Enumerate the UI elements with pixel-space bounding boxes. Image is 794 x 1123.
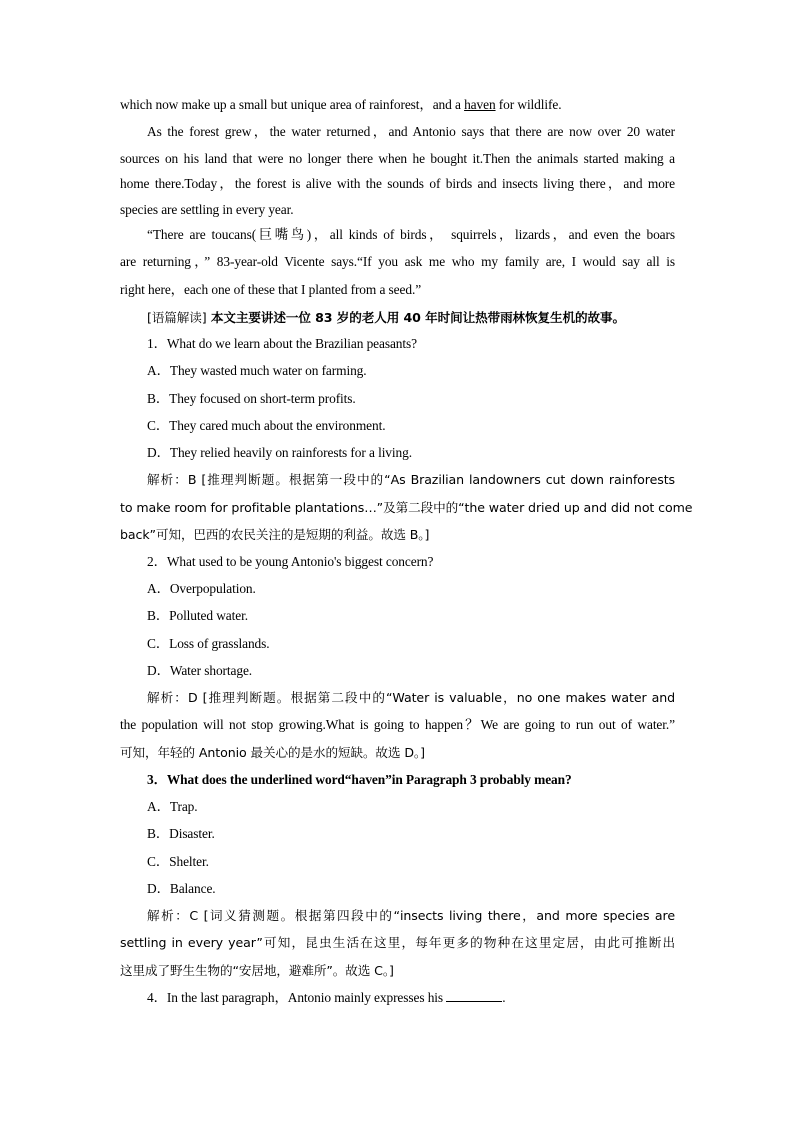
q3-option-a: A．Trap. xyxy=(147,799,198,814)
q2-explanation-2: the population will not stop growing.What is going to happen？We are going to run out of water.” xyxy=(120,717,675,732)
passage-line-5: species are settling in every year. xyxy=(120,202,294,217)
q3-option-d: D．Balance. xyxy=(147,881,216,896)
question-1-stem: 1．What do we learn about the Brazilian peasants? xyxy=(147,336,417,351)
passage-line-8: right here，each one of these that I planted from a seed.” xyxy=(120,282,422,297)
q1-option-a: A．They wasted much water on farming. xyxy=(147,363,367,378)
passage-line-4: home there.Today，the forest is alive with the sounds of birds and insects living there，and more xyxy=(120,176,675,191)
q3-explanation-2: settling in every year”可知，昆虫生活在这里，每年更多的物种在这里定居，由此可推断出 xyxy=(120,935,675,950)
q3-option-c: C．Shelter. xyxy=(147,854,209,869)
q2-option-a: A．Overpopulation. xyxy=(147,581,256,596)
q1-explanation-3: back”可知，巴西的农民关注的是短期的利益。故选 B。] xyxy=(120,527,430,542)
q3-explanation-3: 这里成了野生生物的“安居地，避难所”。故选 C。] xyxy=(120,963,394,978)
q1-option-b: B．They focused on short-term profits. xyxy=(147,391,356,406)
q2-option-b: B．Polluted water. xyxy=(147,608,248,623)
q1-explanation-1: 解析：B [推理判断题。根据第一段中的“As Brazilian landowners cut down rainforests xyxy=(147,472,675,487)
q2-option-c: C．Loss of grasslands. xyxy=(147,636,270,651)
q1-option-d: D．They relied heavily on rainforests for a living. xyxy=(147,445,412,460)
passage-line-2: As the forest grew，the water returned，and Antonio says that there are now over 20 water xyxy=(147,124,675,139)
summary-tag: [语篇解读] xyxy=(147,310,207,325)
q2-option-d: D．Water shortage. xyxy=(147,663,253,678)
q1-option-c: C．They cared much about the environment. xyxy=(147,418,386,433)
q2-explanation-1: 解析：D [推理判断题。根据第二段中的“Water is valuable，no one makes water and xyxy=(147,690,675,705)
q3-option-b: B．Disaster. xyxy=(147,826,215,841)
passage-line-1: which now make up a small but unique area of rainforest，and a haven for wildlife. xyxy=(120,97,562,112)
question-3-stem: 3．What does the underlined word“haven”in Paragraph 3 probably mean? xyxy=(147,772,572,787)
underlined-word-haven: haven xyxy=(464,97,496,112)
passage-line-3: sources on his land that were no longer there when he bought it.Then the animals started making a xyxy=(120,151,675,166)
question-4-stem: 4．In the last paragraph，Antonio mainly expresses his . xyxy=(147,990,506,1005)
question-2-stem: 2．What used to be young Antonio's biggest concern? xyxy=(147,554,434,569)
passage-line-6: “There are toucans(巨嘴鸟)，all kinds of birds， squirrels，lizards，and even the boars xyxy=(147,227,675,242)
q2-explanation-3: 可知，年轻的 Antonio 最关心的是水的短缺。故选 D。] xyxy=(120,745,425,760)
summary-line: [语篇解读] 本文主要讲述一位 83 岁的老人用 40 年时间让热带雨林恢复生机的故事。 xyxy=(147,310,626,325)
passage-line-7: are returning，” 83-year-old Vicente says.“If you ask me who my family are, I would say all is xyxy=(120,254,675,269)
q1-explanation-2: to make room for profitable plantations…”及第二段中的“the water dried up and did not come xyxy=(120,500,693,515)
answer-blank xyxy=(446,989,502,1002)
q3-explanation-1: 解析：C [词义猜测题。根据第四段中的“insects living there，and more species are xyxy=(147,908,675,923)
